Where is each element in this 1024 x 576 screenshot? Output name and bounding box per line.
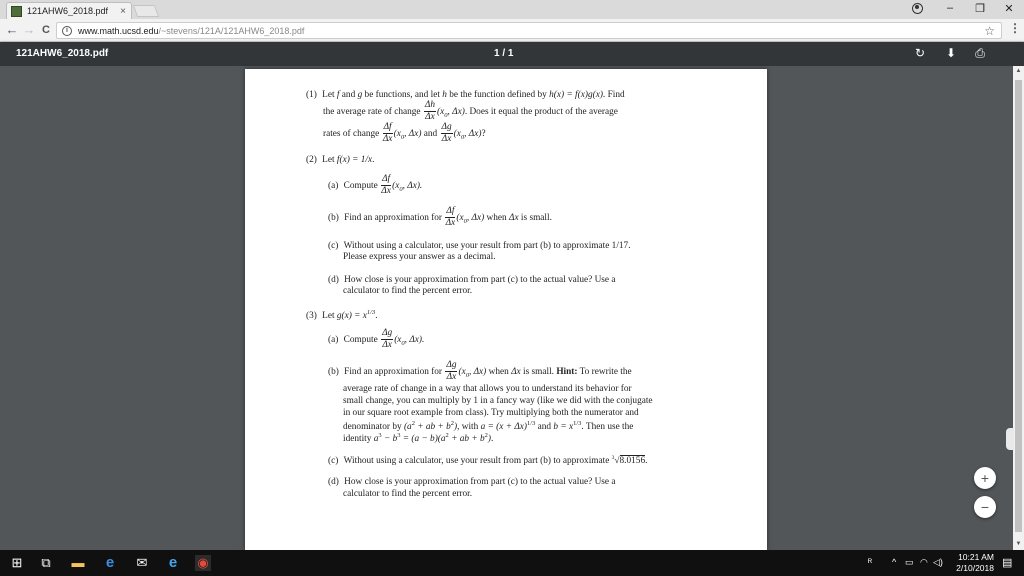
people-icon[interactable]: ᴿ	[868, 557, 873, 567]
scroll-up-icon[interactable]: ▲	[1015, 68, 1022, 74]
problem-2c: (c) Without using a calculator, use your result from part (b) to approximate 1/17.	[328, 241, 631, 251]
tab-close-icon[interactable]: ×	[120, 5, 126, 17]
problem-3b-line-3: small change, you can multiply by 1 in a fancy way (like we did with the conjugate	[343, 396, 653, 406]
problem-3b-line-5: denominator by ($a^2$ + ab + $b^2$), with $a = (x + \Delta x)^{1/3}$ and $b = x^{1/3}$. Then use the	[343, 420, 634, 433]
minimize-button[interactable]: –	[946, 2, 954, 14]
fraction: $\frac{\Delta f}{\Delta x}$	[445, 206, 456, 229]
problem-2d-line-2: calculator to find the percent error.	[343, 286, 473, 296]
problem-2c-line-2: Please express your answer as a decimal.	[343, 252, 496, 262]
zoom-out-button[interactable]: −	[974, 496, 996, 518]
pdf-favicon-icon	[11, 6, 22, 17]
chrome-icon[interactable]: ◉	[195, 555, 211, 571]
fraction: $\frac{\Delta g}{\Delta x}$	[382, 328, 393, 351]
pdf-title: 121AHW6_2018.pdf	[16, 48, 109, 59]
fraction: $\frac{\Delta g}{\Delta x}$	[446, 360, 457, 383]
print-icon[interactable]: ⎙	[975, 46, 985, 60]
restore-button[interactable]: ❐	[975, 3, 985, 15]
task-view-icon[interactable]: ⧉	[41, 555, 51, 570]
pdf-toolbar	[0, 42, 1024, 66]
problem-2b: (b) Find an approximation for $\frac{\Delta f}{\Delta x}$ ($x_0$, Δx) when Δx is small.	[328, 206, 552, 229]
reload-icon[interactable]: C	[42, 24, 50, 36]
battery-icon[interactable]: ▭	[905, 557, 914, 567]
scrollbar-thumb[interactable]	[1015, 80, 1022, 532]
browser-tab[interactable]	[6, 2, 132, 19]
action-center-icon[interactable]: ▤	[1002, 557, 1013, 569]
problem-1-line-3: rates of change $\frac{\Delta f}{\Delta x}$ ($x_0$, Δx) and $\frac{\Delta g}{\Delta x}$ ($x_0$, Δx)?	[323, 122, 486, 145]
show-hidden-icons-icon[interactable]: ^	[892, 557, 897, 567]
page-indicator: 1 / 1	[494, 48, 514, 59]
tab-title: 121AHW6_2018.pdf	[27, 6, 109, 16]
profile-icon[interactable]	[912, 3, 923, 14]
url-path: /~stevens/121A/121AHW6_2018.pdf	[158, 25, 305, 36]
problem-3c: (c) Without using a calculator, use your result from part (b) to approximate $^3$√8.0156.	[328, 455, 648, 467]
volume-icon[interactable]: ◁)	[933, 557, 943, 567]
problem-3-stem: (3) Let $g(x) = x^{1/3}$.	[306, 309, 378, 322]
problem-2a: (a) Compute $\frac{\Delta f}{\Delta x}$ ($x_0$, Δx).	[328, 174, 423, 197]
problem-2d: (d) How close is your approximation from part (c) to the actual value? Use a	[328, 275, 616, 285]
rotate-icon[interactable]: ↻	[914, 46, 926, 60]
wifi-icon[interactable]: ◠	[920, 557, 928, 567]
side-panel-handle[interactable]	[1006, 428, 1014, 450]
site-info-icon[interactable]: i	[62, 26, 72, 36]
mail-icon[interactable]: ✉	[136, 555, 148, 570]
fraction: $\frac{\Delta g}{\Delta x}$	[441, 122, 452, 145]
pdf-viewer-area	[0, 66, 1024, 550]
clock-date: 2/10/2018	[956, 563, 994, 573]
browser-menu-icon[interactable]: ⋮	[1009, 21, 1021, 35]
address-bar[interactable]	[56, 22, 1002, 39]
new-tab-button[interactable]	[133, 5, 159, 17]
pdf-page	[245, 69, 767, 550]
problem-1-line-2: the average rate of change $\frac{\Delta h}{\Delta x}$ ($x_0$, Δx). Does it equal the product of the average	[323, 100, 618, 123]
forward-icon[interactable]: →	[22, 22, 36, 37]
scroll-down-icon[interactable]: ▼	[1015, 541, 1022, 547]
problem-3a: (a) Compute $\frac{\Delta g}{\Delta x}$ ($x_0$, Δx).	[328, 328, 425, 351]
download-icon[interactable]: ⬇	[945, 46, 957, 60]
fraction: $\frac{\Delta f}{\Delta x}$	[381, 174, 391, 197]
fraction: $\frac{\Delta f}{\Delta x}$	[382, 122, 393, 145]
bookmark-star-icon[interactable]: ☆	[984, 24, 995, 38]
problem-3b-line-6: identity $a^3 - b^3 = (a - b)(a^2$ + ab + $b^2$).	[343, 432, 494, 445]
edge-icon[interactable]: e	[105, 554, 115, 571]
back-icon[interactable]: ←	[5, 22, 19, 37]
problem-3b-line-1: (b) Find an approximation for $\frac{\Delta g}{\Delta x}$ ($x_0$, Δx) when Δx is small. Hint: To rewrite the	[328, 360, 632, 383]
start-icon[interactable]: ⊞	[11, 555, 23, 570]
browser-toolbar	[0, 19, 1024, 42]
fraction: $\frac{\Delta h}{\Delta x}$	[424, 100, 435, 123]
problem-3b-line-4: in our square root example from class). Try multiplying both the numerator and	[343, 408, 639, 418]
clock[interactable]	[944, 552, 994, 574]
tab-strip	[0, 0, 1024, 19]
taskbar	[0, 550, 1024, 576]
internet-explorer-icon[interactable]: e	[168, 554, 178, 571]
close-window-button[interactable]: ✕	[1004, 3, 1014, 15]
problem-3b-line-2: average rate of change in a way that allows you to understand its behavior for	[343, 384, 632, 394]
clock-time: 10:21 AM	[958, 552, 994, 562]
problem-3d-line-2: calculator to find the percent error.	[343, 489, 473, 499]
zoom-in-button[interactable]: +	[974, 467, 996, 489]
file-explorer-icon[interactable]: ▬	[71, 555, 85, 570]
problem-3d: (d) How close is your approximation from part (c) to the actual value? Use a	[328, 477, 616, 487]
problem-2-stem: (2) Let f(x) = 1/x.	[306, 155, 375, 165]
vertical-scrollbar[interactable]	[1013, 66, 1024, 550]
problem-1-line-1: (1) Let f and g be functions, and let h be the function defined by h(x) = f(x)g(x). Find	[306, 90, 625, 100]
url-host: www.math.ucsd.edu	[78, 25, 159, 36]
